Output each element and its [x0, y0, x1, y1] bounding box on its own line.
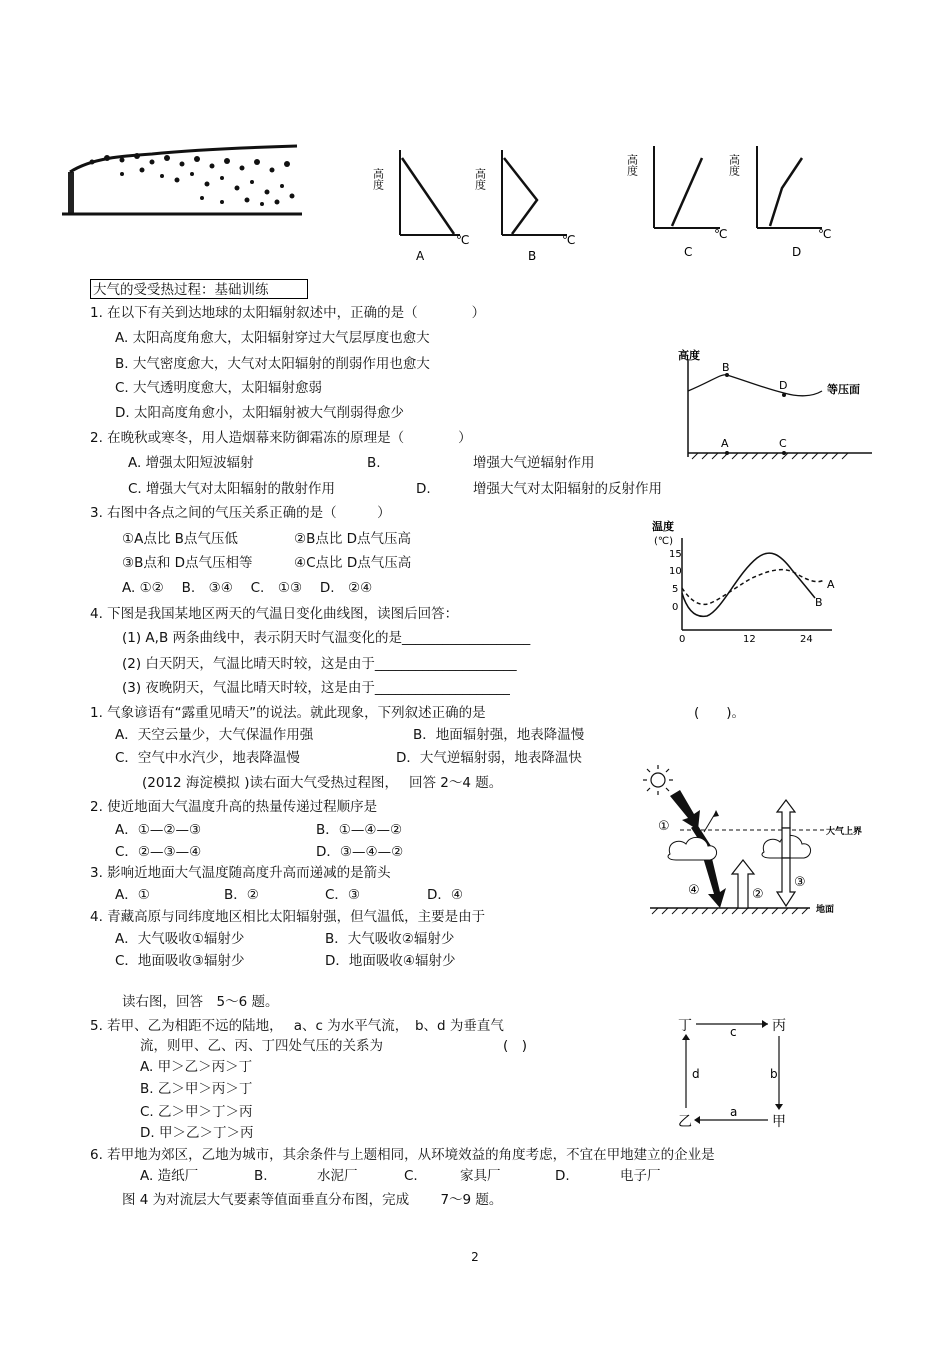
- temp-xtick-24: 24: [800, 634, 813, 643]
- intro-5-6: 读右图，回答 5～6 题。: [122, 994, 279, 1010]
- q3-stem: 3. 右图中各点之间的气压关系正确的是（ ）: [90, 505, 391, 521]
- q1-option-a: A. 太阳高度角愈大，太阳辐射穿过大气层厚度也愈大: [115, 330, 430, 346]
- label-height-b: 高度: [473, 168, 487, 190]
- q3-item-4: ④C点比 D点气压高: [294, 555, 412, 571]
- temp-ylabel-1: 温度: [652, 520, 674, 533]
- ground-label: 地面: [816, 905, 835, 915]
- q2-option-d-letter: D.: [416, 481, 431, 497]
- circ-c: c: [730, 1025, 737, 1039]
- sun-icon: [643, 765, 673, 795]
- p5-stem-line2: 流，则甲、乙、丙、丁四处气压的关系为: [140, 1038, 383, 1054]
- q4-sub-2: (2) 白天阴天，气温比晴天时较，这是由于_____________________: [122, 656, 517, 672]
- p1-stem: 1. 气象谚语有“露重见晴天”的说法。就此现象，下列叙述正确的是: [90, 705, 486, 721]
- label-height-d: 高度: [727, 154, 741, 176]
- p6-option-b-letter: B.: [254, 1168, 268, 1184]
- q3-item-1: ①A点比 B点气压低: [122, 531, 238, 547]
- label-c: C: [684, 245, 693, 259]
- p2-option-c: C．②—③—④: [115, 844, 202, 860]
- p5-option-c: C. 乙＞甲＞丁＞丙: [140, 1104, 253, 1120]
- p6-stem: 6. 若甲地为郊区，乙地为城市，其余条件与上题相同，从环境效益的角度考虑，不宜在甲地建立的企业是: [90, 1147, 715, 1163]
- heat-label-4: ④: [688, 883, 700, 898]
- profile-c: [626, 146, 728, 259]
- circ-bing: 丙: [772, 1018, 786, 1034]
- p5-stem-line1: 5. 若甲、乙为相距不远的陆地， a、c 为水平气流， b、d 为垂直气: [90, 1018, 504, 1034]
- intro-7-9: 图 4 为对流层大气要素等值面垂直分布图，完成 7～9 题。: [122, 1192, 503, 1208]
- label-height-a: 高度: [372, 168, 385, 190]
- p3-option-a: A．①: [115, 887, 150, 903]
- intro-2-4: (2012 海淀模拟 )读右面大气受热过程图， 回答 2～4 题。: [142, 775, 503, 791]
- circ-jia: 甲: [772, 1114, 786, 1130]
- isobar-ylabel: 高度: [678, 349, 700, 362]
- p6-option-d: 电子厂: [620, 1168, 661, 1184]
- q2-stem: 2. 在晚秋或寒冬，用人造烟幕来防御霜冻的原理是（ ）: [90, 430, 472, 446]
- temp-curve-b-label: B: [815, 596, 823, 609]
- p5-option-b: B. 乙＞甲＞丙＞丁: [140, 1081, 253, 1097]
- page-number: 2: [471, 1250, 479, 1264]
- label-a: A: [416, 249, 425, 263]
- p1-option-a: A．天空云量少，大气保温作用强: [115, 727, 314, 743]
- p1-option-c: C．空气中水汽少，地表降温慢: [115, 750, 300, 766]
- p3-stem: 3. 影响近地面大气温度随高度升高而递减的是箭头: [90, 865, 391, 881]
- q3-options: A. ①② B. ③④ C. ①③ D. ②④: [122, 580, 373, 596]
- temp-xtick-0: 0: [679, 634, 686, 643]
- p1-option-b: B．地面辐射强，地表降温慢: [413, 727, 585, 743]
- smoke-illustration: [62, 140, 302, 220]
- circ-d: d: [692, 1067, 700, 1081]
- temp-xtick-12: 12: [743, 634, 756, 643]
- circ-b: b: [770, 1067, 778, 1081]
- q4-stem: 4. 下图是我国某地区两天的气温日变化曲线图，读图后回答：: [90, 606, 459, 622]
- temp-ytick-5: 5: [672, 584, 679, 595]
- isobar-line-label: 等压面: [827, 383, 860, 396]
- q4-sub-3: (3) 夜晚阴天，气温比晴天时较，这是由于____________________: [122, 680, 510, 696]
- q1-option-b: B. 大气密度愈大，大气对太阳辐射的削弱作用也愈大: [115, 356, 430, 372]
- q3-item-2: ②B点比 D点气压高: [294, 531, 412, 547]
- p4-option-b: B．大气吸收②辐射少: [325, 931, 455, 947]
- p6-option-a: A. 造纸厂: [140, 1168, 199, 1184]
- isobar-point-a: A: [721, 437, 729, 450]
- q2-option-a: A. 增强太阳短波辐射: [128, 455, 254, 471]
- temp-ylabel-2: (℃): [654, 536, 674, 547]
- q1-option-d: D. 太阳高度角愈小，太阳辐射被大气削弱得愈少: [115, 405, 404, 421]
- q3-item-3: ③B点和 D点气压相等: [122, 555, 253, 571]
- q4-sub-1: (1) A,B 两条曲线中，表示阴天时气温变化的是___________________: [122, 630, 531, 646]
- p5-answer-paren: ( ): [503, 1038, 528, 1054]
- heat-label-1: ①: [658, 819, 670, 834]
- q2-option-c: C. 增强大气对太阳辐射的散射作用: [128, 481, 336, 497]
- p3-option-b: B．②: [224, 887, 259, 903]
- temp-ytick-10: 10: [669, 566, 682, 577]
- p6-option-b: 水泥厂: [317, 1168, 358, 1184]
- p2-stem: 2. 使近地面大气温度升高的热量传递过程顺序是: [90, 799, 378, 815]
- p2-option-d: D．③—④—②: [316, 844, 404, 860]
- isobar-point-b: B: [722, 361, 730, 374]
- temp-curve-a-label: A: [827, 578, 835, 591]
- q2-option-d: 增强大气对太阳辐射的反射作用: [473, 481, 662, 497]
- label-height-c: 高度: [625, 154, 639, 176]
- heat-label-2: ②: [752, 887, 764, 902]
- isobar-point-c: C: [779, 437, 787, 450]
- p3-option-c: C．③: [325, 887, 361, 903]
- temp-ytick-15: 15: [669, 549, 682, 560]
- p4-stem: 4. 青藏高原与同纬度地区相比太阳辐射强，但气温低，主要是由于: [90, 909, 486, 925]
- atmospheric-heating-figure: [640, 762, 880, 922]
- profile-b: [474, 150, 576, 263]
- profile-d: [728, 146, 832, 259]
- p6-option-c-letter: C.: [404, 1168, 418, 1184]
- q1-option-c: C. 大气透明度愈大，太阳辐射愈弱: [115, 380, 323, 396]
- p4-option-d: D．地面吸收④辐射少: [325, 953, 456, 969]
- q2-option-b: 增强大气逆辐射作用: [473, 455, 595, 471]
- temperature-curve-figure: [652, 518, 847, 643]
- q1-stem: 1. 在以下有关到达地球的太阳辐射叙述中，正确的是（ ）: [90, 305, 486, 321]
- p2-option-a: A．①—②—③: [115, 822, 202, 838]
- p3-option-d: D．④: [427, 887, 463, 903]
- circ-yi: 乙: [678, 1114, 692, 1130]
- isobar-point-d: D: [779, 379, 788, 392]
- circ-a: a: [730, 1105, 738, 1119]
- circulation-figure: [676, 1010, 796, 1135]
- label-c-a: ℃: [456, 233, 470, 247]
- label-c-c: ℃: [714, 227, 728, 241]
- p5-option-d: D. 甲＞乙＞丁＞丙: [140, 1125, 254, 1141]
- circ-ding: 丁: [678, 1018, 692, 1034]
- p6-option-c: 家具厂: [460, 1168, 501, 1184]
- p2-option-b: B．①—④—②: [316, 822, 403, 838]
- label-b: B: [528, 249, 537, 263]
- label-c-d: ℃: [818, 227, 832, 241]
- temp-profile-figures: [372, 140, 842, 265]
- isobar-figure: [672, 345, 877, 463]
- section-title: 大气的受受热过程：基础训练: [90, 279, 308, 299]
- p4-option-a: A．大气吸收①辐射少: [115, 931, 245, 947]
- label-c-b: ℃: [562, 233, 576, 247]
- profile-a: [372, 150, 469, 263]
- upper-boundary-label: 大气上界: [826, 827, 863, 837]
- p1-option-d: D．大气逆辐射弱，地表降温快: [396, 750, 582, 766]
- p6-option-d-letter: D.: [555, 1168, 570, 1184]
- q2-option-b-letter: B.: [367, 455, 381, 471]
- p1-answer-paren: ( )。: [694, 705, 746, 721]
- p5-option-a: A. 甲＞乙＞丙＞丁: [140, 1059, 253, 1075]
- temp-ytick-0: 0: [672, 602, 679, 613]
- label-d: D: [792, 245, 802, 259]
- heat-label-3: ③: [794, 875, 806, 890]
- p4-option-c: C．地面吸收③辐射少: [115, 953, 245, 969]
